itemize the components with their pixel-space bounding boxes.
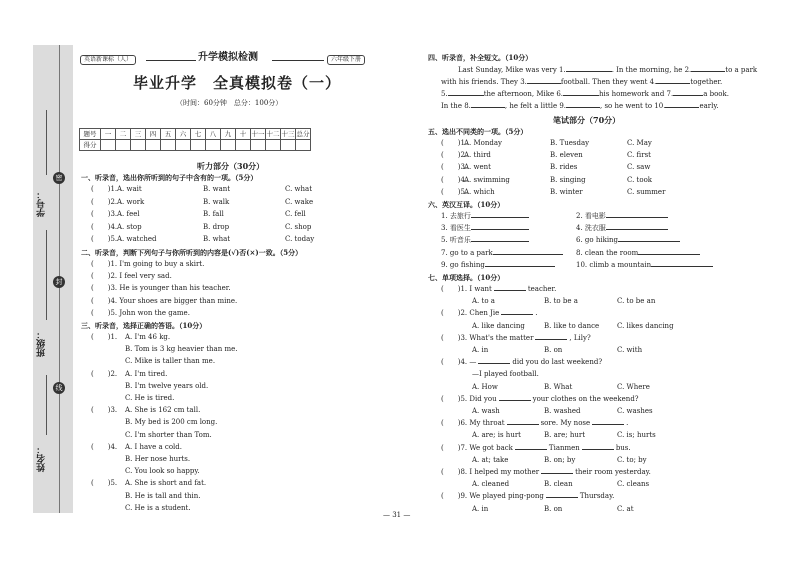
- option-c: C. wake: [285, 197, 314, 206]
- blank-8[interactable]: [471, 107, 505, 108]
- translation-prompt: 8. clean the room: [576, 248, 639, 257]
- answer-blank[interactable]: [499, 400, 531, 401]
- option-c: C. washes: [617, 407, 653, 415]
- edition-tag: 英语新课标（人）: [80, 55, 136, 65]
- score-header-cell: 三: [131, 129, 146, 140]
- stem-text: ( )3. What's the matter: [441, 333, 534, 342]
- score-header-cell: 一: [101, 129, 116, 140]
- section-6-title: 六、英汉互译。（10分）: [428, 200, 505, 209]
- question-stem[interactable]: [441, 445, 631, 452]
- stem-text: bus.: [615, 443, 631, 452]
- answer-blank[interactable]: [485, 266, 555, 267]
- passage-text: , he felt a little 9.: [504, 102, 566, 110]
- question-number[interactable]: ( )3.: [91, 210, 118, 218]
- blank-9[interactable]: [566, 107, 600, 108]
- translation-item: [576, 237, 680, 244]
- blank-7[interactable]: [673, 95, 703, 96]
- blank-3[interactable]: [527, 83, 561, 84]
- exam-info: （时间：60分钟 总分：100分）: [176, 99, 283, 107]
- passage-text: Last Sunday, Mike was very 1.: [458, 66, 566, 74]
- option-a: A. feel: [117, 210, 140, 218]
- option-b: B. clean: [544, 480, 573, 489]
- option-c: C. is; hurts: [617, 431, 656, 440]
- option-c: C. saw: [627, 163, 651, 172]
- score-header-cell: 七: [191, 129, 206, 140]
- score-header-cell: 四: [146, 129, 161, 140]
- question-stem[interactable]: [441, 420, 628, 427]
- translation-item: [441, 262, 555, 269]
- translation-item: [576, 262, 713, 269]
- translation-prompt: 1. 去旅行: [441, 212, 471, 220]
- answer-blank[interactable]: [651, 266, 713, 267]
- question-number[interactable]: ( )1.: [91, 333, 118, 341]
- translation-prompt: 6. go hiking: [576, 236, 619, 245]
- option-a: A. at; take: [472, 455, 509, 464]
- judgement-statement[interactable]: ( )3. He is younger than his teacher.: [91, 284, 231, 293]
- passage-text: the afternoon, Mike 6.: [483, 90, 564, 98]
- answer-blank[interactable]: [494, 290, 526, 291]
- option-c: C. what: [285, 185, 313, 193]
- student-number-blank: [46, 110, 47, 175]
- question-number[interactable]: ( )5.: [91, 479, 118, 488]
- translation-prompt: 3. 看医生: [441, 224, 471, 233]
- answer-blank[interactable]: [493, 254, 563, 255]
- blank-2[interactable]: [691, 71, 725, 72]
- score-entry-cell[interactable]: [296, 140, 311, 151]
- passage-text: . In the morning, he 2.: [611, 66, 692, 74]
- question-number[interactable]: ( )2.: [91, 369, 118, 378]
- blank-10[interactable]: [665, 107, 699, 108]
- answer-blank[interactable]: [592, 424, 624, 425]
- option-b: B. He is tall and thin.: [125, 491, 201, 500]
- passage-line-1: [458, 67, 757, 74]
- option-a: A. cleaned: [472, 480, 510, 489]
- option-b: B. want: [203, 185, 231, 193]
- option-a: A. watched: [117, 235, 157, 243]
- answer-blank[interactable]: [582, 449, 614, 450]
- option-a: A. third: [464, 151, 491, 160]
- question-stem[interactable]: [441, 335, 591, 342]
- page-title: 毕业升学 全真模拟卷（一）: [133, 74, 342, 92]
- option-c: C. first: [627, 151, 651, 160]
- option-c: C. to be an: [617, 297, 656, 306]
- name-blank: [46, 375, 47, 435]
- translation-prompt: 4. 洗衣服: [576, 224, 606, 233]
- question-stem[interactable]: [441, 396, 639, 403]
- score-header-cell: 十三: [281, 129, 295, 138]
- passage-line-2: [441, 79, 722, 86]
- question-stem[interactable]: [441, 359, 602, 366]
- stem-text: ( )9. We played ping-pong: [441, 492, 544, 501]
- option-b: B. on; by: [544, 455, 576, 464]
- question-number[interactable]: ( )5.: [91, 235, 118, 243]
- question-stem[interactable]: [441, 493, 614, 500]
- translation-prompt: 10. climb a mountain: [576, 260, 652, 269]
- passage-text: a book.: [703, 90, 729, 98]
- translation-prompt: 7. go to a park: [441, 248, 493, 257]
- stem-text: .: [535, 309, 538, 318]
- option-a: A. to a: [472, 297, 495, 306]
- answer-blank[interactable]: [638, 254, 700, 255]
- question-number[interactable]: ( )4.: [441, 175, 468, 184]
- translation-item: [441, 237, 529, 244]
- score-entry-cell[interactable]: [131, 140, 146, 151]
- answer-blank[interactable]: [471, 217, 529, 218]
- blank-1[interactable]: [566, 71, 612, 72]
- stem-text: their room yesterday.: [575, 468, 651, 476]
- option-b: B. on: [544, 346, 563, 354]
- class-label: 班级：: [37, 330, 47, 357]
- option-b: B. walk: [203, 197, 230, 206]
- passage-text: his homework and 7.: [599, 90, 674, 98]
- blank-4[interactable]: [656, 83, 690, 84]
- option-a: A. swimming: [464, 175, 510, 184]
- question-number[interactable]: ( )4.: [91, 442, 118, 451]
- option-a: A. in: [472, 346, 489, 354]
- question-stem[interactable]: [441, 286, 556, 293]
- question-number[interactable]: ( )1.: [91, 185, 118, 193]
- stem-text: , Lily?: [569, 333, 591, 342]
- option-c: C. to; by: [617, 455, 647, 464]
- score-entry-cell[interactable]: [176, 140, 191, 151]
- option-c: C. May: [627, 139, 652, 147]
- score-header-cell: 二: [116, 129, 131, 140]
- answer-blank[interactable]: [618, 241, 680, 242]
- section-3-title: 三、听录音，选择正确的答语。（10分）: [81, 321, 207, 330]
- option-b: B. eleven: [550, 151, 583, 160]
- option-a: A. How: [472, 382, 498, 391]
- passage-text: together.: [690, 78, 723, 86]
- listening-title: 听力部分（30分）: [197, 161, 265, 171]
- option-a: A. in: [472, 504, 489, 513]
- header-rule-right: [272, 60, 324, 61]
- stem-text: Tianmen: [548, 443, 580, 452]
- passage-text: with his friends. They 3.: [441, 78, 527, 86]
- judgement-statement[interactable]: ( )1. I'm going to buy a skirt.: [91, 260, 205, 268]
- stem-text: ( )5. Did you: [441, 394, 497, 403]
- stem-text: did you do last weekend?: [512, 358, 603, 367]
- answer-blank[interactable]: [606, 229, 668, 230]
- passage-line-4: [441, 103, 719, 110]
- judgement-statement[interactable]: ( )4. Your shoes are bigger than mine.: [91, 296, 238, 305]
- option-a: A. are; is hurt: [472, 431, 521, 440]
- passage-text: , so he went to 10.: [600, 102, 666, 110]
- page-number: — 31 —: [383, 511, 411, 519]
- score-header-cell: 十: [236, 129, 251, 140]
- option-b: B. I'm twelve years old.: [125, 381, 209, 390]
- option-c: C. summer: [627, 187, 666, 196]
- option-a: A. which: [464, 187, 495, 196]
- answer-blank[interactable]: [501, 314, 533, 315]
- stem-text: ( )8. I helped my mother: [441, 468, 540, 476]
- translation-prompt: 9. go fishing: [441, 260, 485, 269]
- answer-blank[interactable]: [606, 217, 668, 218]
- option-b: B. winter: [550, 187, 583, 196]
- option-c: C. fell: [285, 210, 306, 218]
- score-header-cell: 五: [161, 129, 176, 140]
- passage-line-3: [441, 91, 729, 98]
- stem-text: ( )6. My throat: [441, 419, 505, 428]
- question-number[interactable]: ( )1.: [441, 139, 468, 147]
- option-b: B. My bed is 200 cm long.: [125, 418, 218, 427]
- option-c: C. You look so happy.: [125, 467, 200, 476]
- translation-item: [441, 250, 563, 257]
- score-table: [79, 128, 311, 151]
- option-c: C. Where: [617, 382, 650, 391]
- score-entry-cell[interactable]: [236, 140, 251, 151]
- passage-text: In the 8.: [441, 102, 471, 110]
- option-a: A. I'm tired.: [125, 369, 168, 378]
- option-a: A. like dancing: [472, 321, 525, 330]
- blank-5[interactable]: [448, 95, 484, 96]
- score-entry-cell[interactable]: [161, 140, 176, 151]
- translation-item: [441, 225, 529, 232]
- answer-blank[interactable]: [541, 473, 573, 474]
- option-b: B. washed: [544, 407, 581, 415]
- stem-text: teacher.: [527, 285, 557, 293]
- name-label: 姓名：: [37, 445, 47, 472]
- question-stem[interactable]: [441, 310, 538, 317]
- seal-circle-1: 密: [53, 172, 65, 184]
- score-header-cell: 总分: [296, 129, 310, 138]
- stem-text: ( )7. We got back: [441, 443, 513, 452]
- option-a: A. I have a cold.: [125, 442, 182, 451]
- stem-text: ( )1. I want: [441, 285, 492, 293]
- option-a: A. work: [117, 197, 145, 206]
- stem-text: ( )4. —: [441, 358, 477, 367]
- question-number[interactable]: ( )3.: [441, 163, 468, 172]
- section-2-title: 二、听录音，判断下列句子与你所听到的内容是(√)否(×)一致。（5分）: [81, 248, 303, 257]
- question-number[interactable]: ( )2.: [441, 151, 468, 160]
- grade-tag: 六年级下册: [327, 55, 365, 65]
- option-c: C. with: [617, 346, 643, 354]
- score-entry-cell[interactable]: [101, 140, 116, 151]
- question-number[interactable]: ( )5.: [441, 187, 468, 196]
- score-entry-cell[interactable]: [281, 140, 296, 151]
- option-c: C. likes dancing: [617, 321, 674, 330]
- option-c: C. took: [627, 175, 653, 184]
- translation-prompt: 5. 听音乐: [441, 236, 471, 245]
- passage-text: 5.: [441, 90, 448, 98]
- option-c: C. Mike is taller than me.: [125, 357, 216, 366]
- passage-text: football. Then they went 4.: [560, 78, 657, 86]
- student-number-label: 学号：: [37, 190, 47, 217]
- option-b: B. Tuesday: [550, 139, 590, 147]
- option-b: B. Tom is 3 kg heavier than me.: [125, 345, 238, 354]
- answer-blank[interactable]: [478, 363, 510, 364]
- score-header-cell: 十二: [266, 129, 280, 138]
- answer-blank[interactable]: [515, 449, 547, 450]
- score-header-cell: 八: [206, 129, 221, 140]
- answer-blank[interactable]: [471, 229, 529, 230]
- option-b: B. what: [203, 235, 231, 243]
- option-a: A. wash: [472, 407, 500, 415]
- score-entry-cell[interactable]: [221, 140, 236, 151]
- section-4-title: 四、听录音，补全短文。（10分）: [428, 53, 533, 62]
- option-c: C. today: [285, 235, 315, 243]
- question-stem[interactable]: [441, 469, 651, 476]
- option-b: B. on: [544, 504, 563, 513]
- score-entry-cell[interactable]: [251, 140, 266, 151]
- score-entry-cell[interactable]: [191, 140, 206, 151]
- score-entry-cell[interactable]: [146, 140, 161, 151]
- header-rule-left: [146, 60, 196, 61]
- option-a: A. wait: [117, 185, 142, 193]
- option-a: A. stop: [117, 222, 142, 231]
- seal-circle-3: 线: [53, 382, 65, 394]
- score-label-cell: 得分: [80, 140, 101, 151]
- option-c: C. I'm shorter than Tom.: [125, 430, 212, 439]
- class-blank: [46, 230, 47, 320]
- section-5-title: 五、选出不同类的一项。（5分）: [428, 127, 528, 136]
- score-header-cell: 十一: [251, 129, 265, 138]
- stem-text: ( )2. Chen Jie: [441, 309, 500, 318]
- option-b: B. like to dance: [544, 321, 600, 330]
- question-number[interactable]: ( )3.: [91, 406, 118, 415]
- option-b: B. are; hurt: [544, 431, 586, 440]
- blank-6[interactable]: [563, 95, 599, 96]
- stem-text: .: [626, 419, 629, 428]
- answer-blank[interactable]: [471, 241, 529, 242]
- seal-circle-2: 封: [53, 276, 65, 288]
- translation-prompt: 2. 看电影: [576, 212, 606, 220]
- option-c: C. cleans: [617, 480, 650, 489]
- option-b: B. to be a: [544, 297, 578, 306]
- option-b: B. What: [544, 382, 573, 391]
- score-header-cell: 九: [221, 129, 236, 140]
- judgement-statement[interactable]: ( )5. John won the game.: [91, 308, 190, 317]
- stem-text: Thursday.: [579, 492, 615, 501]
- option-a: A. I'm 46 kg.: [125, 333, 171, 341]
- option-b: B. Her nose hurts.: [125, 455, 191, 463]
- stem-text: sore. My nose: [540, 419, 591, 428]
- stem-reply: —I played football.: [472, 370, 539, 379]
- judgement-statement[interactable]: ( )2. I feel very sad.: [91, 272, 172, 281]
- option-a: A. Monday: [464, 139, 503, 147]
- section-1-title: 一、听录音，选出你所听到的句子中含有的一项。（5分）: [81, 173, 258, 182]
- writing-title: 笔试部分（70分）: [553, 115, 621, 125]
- score-header-cell: 题号: [80, 129, 101, 140]
- translation-item: [576, 250, 700, 257]
- score-entry-cell[interactable]: [206, 140, 221, 151]
- option-b: B. fall: [203, 210, 224, 218]
- passage-text: to a park: [725, 66, 758, 74]
- option-a: A. went: [464, 163, 491, 172]
- translation-item: [441, 213, 529, 220]
- option-c: C. He is tired.: [125, 394, 175, 402]
- score-entry-cell[interactable]: [116, 140, 131, 151]
- answer-blank[interactable]: [535, 339, 567, 340]
- option-a: A. She is 162 cm tall.: [125, 406, 201, 415]
- section-7-title: 七、单项选择。（10分）: [428, 273, 505, 282]
- question-number[interactable]: ( )2.: [91, 197, 118, 206]
- banner-title: 升学模拟检测: [198, 52, 258, 63]
- score-header-cell: 六: [176, 129, 191, 140]
- option-b: B. drop: [203, 222, 230, 231]
- option-c: C. at: [617, 504, 634, 513]
- translation-item: [576, 225, 668, 232]
- passage-text: early.: [699, 102, 719, 110]
- option-b: B. singing: [550, 175, 586, 184]
- answer-blank[interactable]: [546, 497, 578, 498]
- question-number[interactable]: ( )4.: [91, 222, 118, 231]
- translation-item: [576, 213, 668, 220]
- option-c: C. He is a student.: [125, 503, 191, 512]
- answer-blank[interactable]: [507, 424, 539, 425]
- stem-text: your clothes on the weekend?: [532, 394, 639, 403]
- option-c: C. shop: [285, 222, 312, 231]
- option-a: A. She is short and fat.: [125, 479, 207, 488]
- score-entry-cell[interactable]: [266, 140, 281, 151]
- option-b: B. rides: [550, 163, 578, 172]
